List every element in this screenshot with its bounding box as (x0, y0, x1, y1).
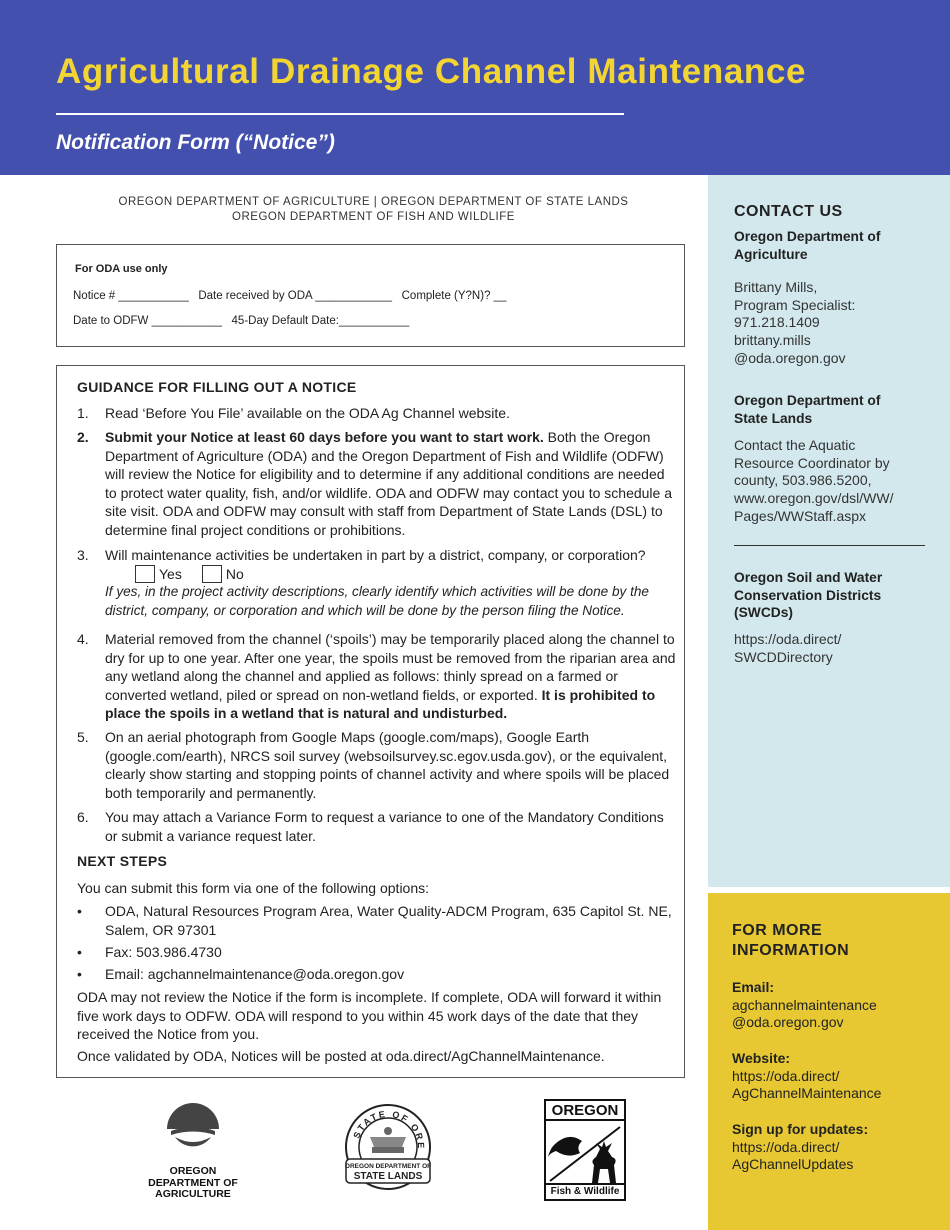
item-question: Will maintenance activities be undertaken in part by a district, company, or corporation? (105, 547, 646, 563)
oda-use-only-box (56, 244, 685, 347)
odfw-logo-top: OREGON (546, 1101, 624, 1121)
odfw-logo (544, 1099, 626, 1201)
swcd-url-part[interactable]: SWCDDirectory (734, 648, 833, 665)
item-text: You may attach a Variance Form to request a variance to one of the Mandatory Conditions or submit a variance request later. (105, 809, 664, 844)
email-label: Email: (732, 979, 775, 995)
item-text (105, 428, 677, 540)
guidance-heading: GUIDANCE FOR FILLING OUT A NOTICE (77, 379, 357, 395)
bullet: • (77, 944, 82, 960)
agency-line-1: OREGON DEPARTMENT OF AGRICULTURE | OREGON DEPARTMENT OF STATE LANDS (118, 196, 629, 208)
signup-label: Sign up for updates: (732, 1121, 869, 1137)
oda-logo (138, 1101, 248, 1201)
item-bold-text: It is prohibited to place the spoils in a wetland that is natural and undisturbed. (105, 686, 656, 722)
more-info-heading: FOR MORE INFORMATION (732, 922, 850, 959)
option-text: ODA, Natural Resources Program Area, Water Quality-ADCM Program, 635 Capitol St. NE, Salem, OR 97301 (105, 903, 672, 938)
oda-contact-name: Oregon Department of Agriculture (734, 229, 881, 262)
oda-contact-person: Brittany Mills, (734, 279, 818, 295)
oda-logo-line: DEPARTMENT OF (148, 1176, 238, 1189)
signup-link-path[interactable]: AgChannelUpdates (732, 1156, 854, 1173)
oda-contact-phone: 971.218.1409 (734, 314, 820, 331)
fish-wildlife-icon (546, 1123, 624, 1185)
header-banner (0, 0, 950, 175)
contact-divider (734, 545, 925, 546)
option-text: Fax: 503.986.4730 (105, 944, 222, 960)
item-number: 6. (77, 809, 89, 825)
oda-logo-line: OREGON (169, 1165, 217, 1177)
signup-link[interactable]: https://oda.direct/ (732, 1138, 840, 1155)
yes-label: Yes (159, 565, 182, 582)
posting-paragraph: Once validated by ODA, Notices will be posted at oda.direct/AgChannelMaintenance. (77, 1048, 605, 1064)
oda-logo-text (138, 1166, 248, 1201)
oda-use-row-1: Notice # ___________ Date received by ODA ____________ Complete (Y?N)? __ (73, 290, 507, 302)
item-body-text: Material removed from the channel (‘spoils’) may be temporarily placed along the channel to dry for up to one year. After one year, the spoils must be removed from the riparian area and any wetland along the channel and applied as follows: thinly spread on a farmed or converted wetland, piled or spread on non-wetland fields, or exported. (105, 631, 676, 703)
contact-sidebar (708, 175, 950, 887)
item-number: 2. (77, 429, 89, 445)
oda-contact-role: Program Specialist: (734, 296, 856, 313)
guidance-item-4 (77, 630, 677, 723)
page-title: Agricultural Drainage Channel Maintenance (56, 52, 807, 91)
oda-contact-email-domain[interactable]: @oda.oregon.gov (734, 349, 846, 366)
guidance-item-1 (77, 404, 677, 423)
item-italic-note: If yes, in the project activity descriptions, clearly identify which activities will be done by the district, company, or corporation and which will be done by the person filing the Notice. (105, 584, 649, 618)
item-bold-text: Submit your Notice at least 60 days before you want to start work. (105, 429, 544, 445)
guidance-item-3 (77, 546, 677, 620)
guidance-item-6 (77, 808, 677, 845)
item-text (105, 630, 677, 723)
title-underline (56, 113, 624, 115)
odfw-logo-bottom: Fish & Wildlife (546, 1183, 624, 1199)
oda-logo-mark (165, 1101, 221, 1157)
swcd-url-part[interactable]: https://oda.direct/ (734, 631, 842, 647)
email-link[interactable]: agchannelmaintenance (732, 996, 877, 1013)
item-number: 5. (77, 729, 89, 745)
website-label: Website: (732, 1050, 791, 1066)
dsl-banner-line1: OREGON DEPARTMENT OF (344, 1163, 432, 1170)
yes-checkbox[interactable] (135, 565, 155, 583)
oda-use-row-2: Date to ODFW ___________ 45-Day Default Date:___________ (73, 315, 410, 327)
oda-contact-details (734, 279, 934, 368)
item-text: Read ‘Before You File’ available on the ODA Ag Channel website. (105, 405, 510, 421)
dsl-seal-logo (342, 1103, 434, 1200)
item-body-text: Both the Oregon Department of Agriculture (ODA) and the Oregon Department of Fish and Wildlife (ODFW) will review the Notice for eligibility and to determine if any additional conditions are needed to protect water quality, fish, and/or wildlife. ODA and ODFW may contact you to schedule a site visit. ODA and ODFW may consult with staff from Department of State Lands (DSL) to determine final project conditions or prohibitions. (105, 429, 672, 538)
contact-heading: CONTACT US (734, 203, 843, 220)
agency-line-2: OREGON DEPARTMENT OF FISH AND WILDLIFE (232, 211, 515, 223)
option-item (77, 943, 677, 962)
agency-list (56, 195, 691, 225)
item-number: 1. (77, 405, 89, 421)
page-subtitle: Notification Form (“Notice”) (56, 131, 335, 154)
dsl-contact-details: Contact the Aquatic Resource Coordinator by county, 503.986.5200, www.oregon.gov/dsl/WW/ Pages/WWStaff.aspx (734, 437, 894, 524)
dsl-ring-text: STATE OF ORE (351, 1108, 427, 1151)
dsl-seal (342, 1103, 434, 1195)
item-text (105, 546, 677, 620)
website-link-path[interactable]: AgChannelMaintenance (732, 1085, 882, 1102)
guidance-box (56, 365, 685, 1078)
no-label: No (225, 565, 244, 582)
bullet: • (77, 966, 82, 982)
option-item (77, 965, 677, 984)
oda-use-only-label: For ODA use only (75, 263, 168, 275)
bullet: • (77, 903, 82, 919)
guidance-item-2 (77, 428, 677, 540)
no-checkbox[interactable] (202, 565, 222, 583)
oda-contact-email[interactable]: brittany.mills (734, 332, 811, 349)
more-info-website (732, 1050, 942, 1103)
review-paragraph: ODA may not review the Notice if the form is incomplete. If complete, ODA will forward it within five work days to ODFW. ODA will respond to you within 45 work days of the date that they received the Notice from you. (77, 989, 662, 1043)
option-text: Email: agchannelmaintenance@oda.oregon.gov (105, 966, 405, 982)
option-item (77, 902, 677, 939)
more-info-signup (732, 1121, 942, 1174)
item-text: On an aerial photograph from Google Maps (google.com/maps), Google Earth (google.com/earth), NRCS soil survey (websoilsurvey.sc.egov.usda.gov), or the equivalent, clearly show starting and stopping points of channel activity and where spoils will be placed both temporarily and permanently. (105, 729, 670, 801)
more-info-email (732, 979, 942, 1032)
oda-logo-line: AGRICULTURE (155, 1188, 231, 1200)
email-link-domain[interactable]: @oda.oregon.gov (732, 1014, 844, 1031)
item-number: 3. (77, 547, 89, 563)
next-steps-intro: You can submit this form via one of the following options: (77, 880, 430, 896)
swcd-contact-link[interactable] (734, 631, 934, 666)
dsl-contact-name: Oregon Department of State Lands (734, 393, 881, 426)
more-info-panel (708, 893, 950, 1230)
next-steps-heading: NEXT STEPS (77, 853, 168, 869)
dsl-banner-line2: STATE LANDS (353, 1171, 423, 1182)
swcd-contact-name: Oregon Soil and Water Conservation Districts (SWCDs) (734, 570, 883, 621)
guidance-item-5 (77, 728, 677, 802)
logo-row (56, 1095, 685, 1205)
item-number: 4. (77, 631, 89, 647)
website-link[interactable]: https://oda.direct/ (732, 1067, 840, 1084)
